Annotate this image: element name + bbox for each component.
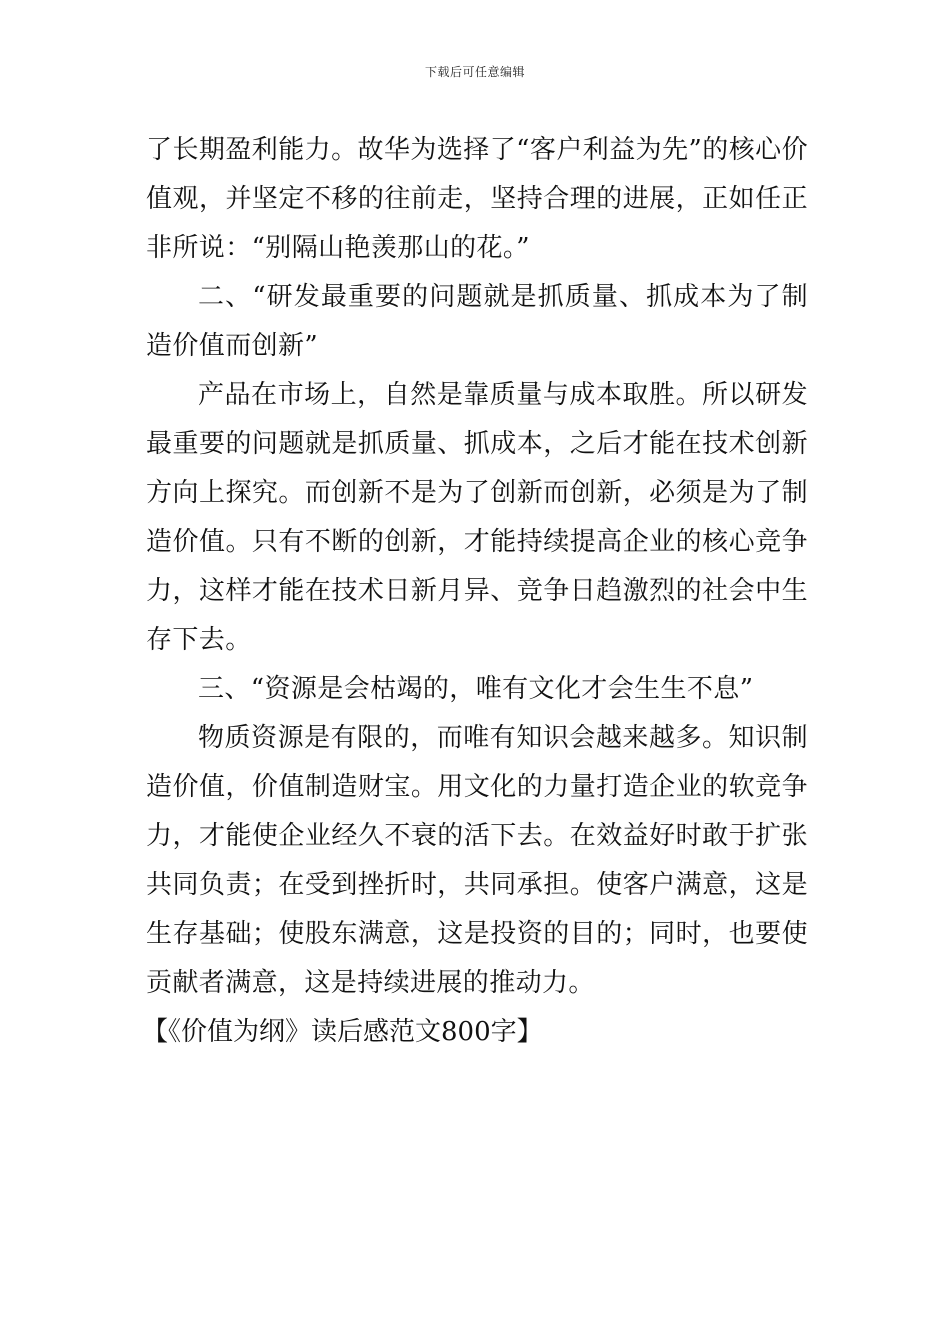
paragraph-continuation: 了长期盈利能力。故华为选择了“客户利益为先”的核心价值观，并坚定不移的往前走，坚持合理的进展，正如任正非所说：“别隔山艳羡那山的花。” <box>146 135 808 263</box>
paragraph-quality-cost: 产品在市场上，自然是靠质量与成本取胜。所以研发最重要的问题就是抓质量、抓成本，之后才能在技术创新方向上探究。而创新不是为了创新而创新，必须是为了制造价值。只有不断的创新，才能持续提高企业的核心竞争力，这样才能在技术日新月异、竞争日趋激烈的社会中生存下去。 <box>146 380 808 655</box>
page-header-note: 下载后可任意编辑 <box>424 65 525 79</box>
section-heading-three: 三、“资源是会枯竭的，唯有文化才会生生不息” <box>198 674 754 704</box>
section-heading-two: 二、“研发最重要的问题就是抓质量、抓成本为了制造价值而创新” <box>146 282 808 361</box>
document-body <box>142 126 808 1057</box>
paragraph-culture: 物质资源是有限的，而唯有知识会越来越多。知识制造价值，价值制造财宝。用文化的力量打造企业的软竞争力，才能使企业经久不衰的活下去。在效益好时敢于扩张共同负责；在受到挫折时，共同承担。使客户满意，这是生存基础；使股东满意，这是投资的目的；同时，也要使贡献者满意，这是持续进展的推动力。 <box>146 723 808 998</box>
document-footer-title: 【《价值为纲》读后感范文800字】 <box>142 1017 543 1047</box>
